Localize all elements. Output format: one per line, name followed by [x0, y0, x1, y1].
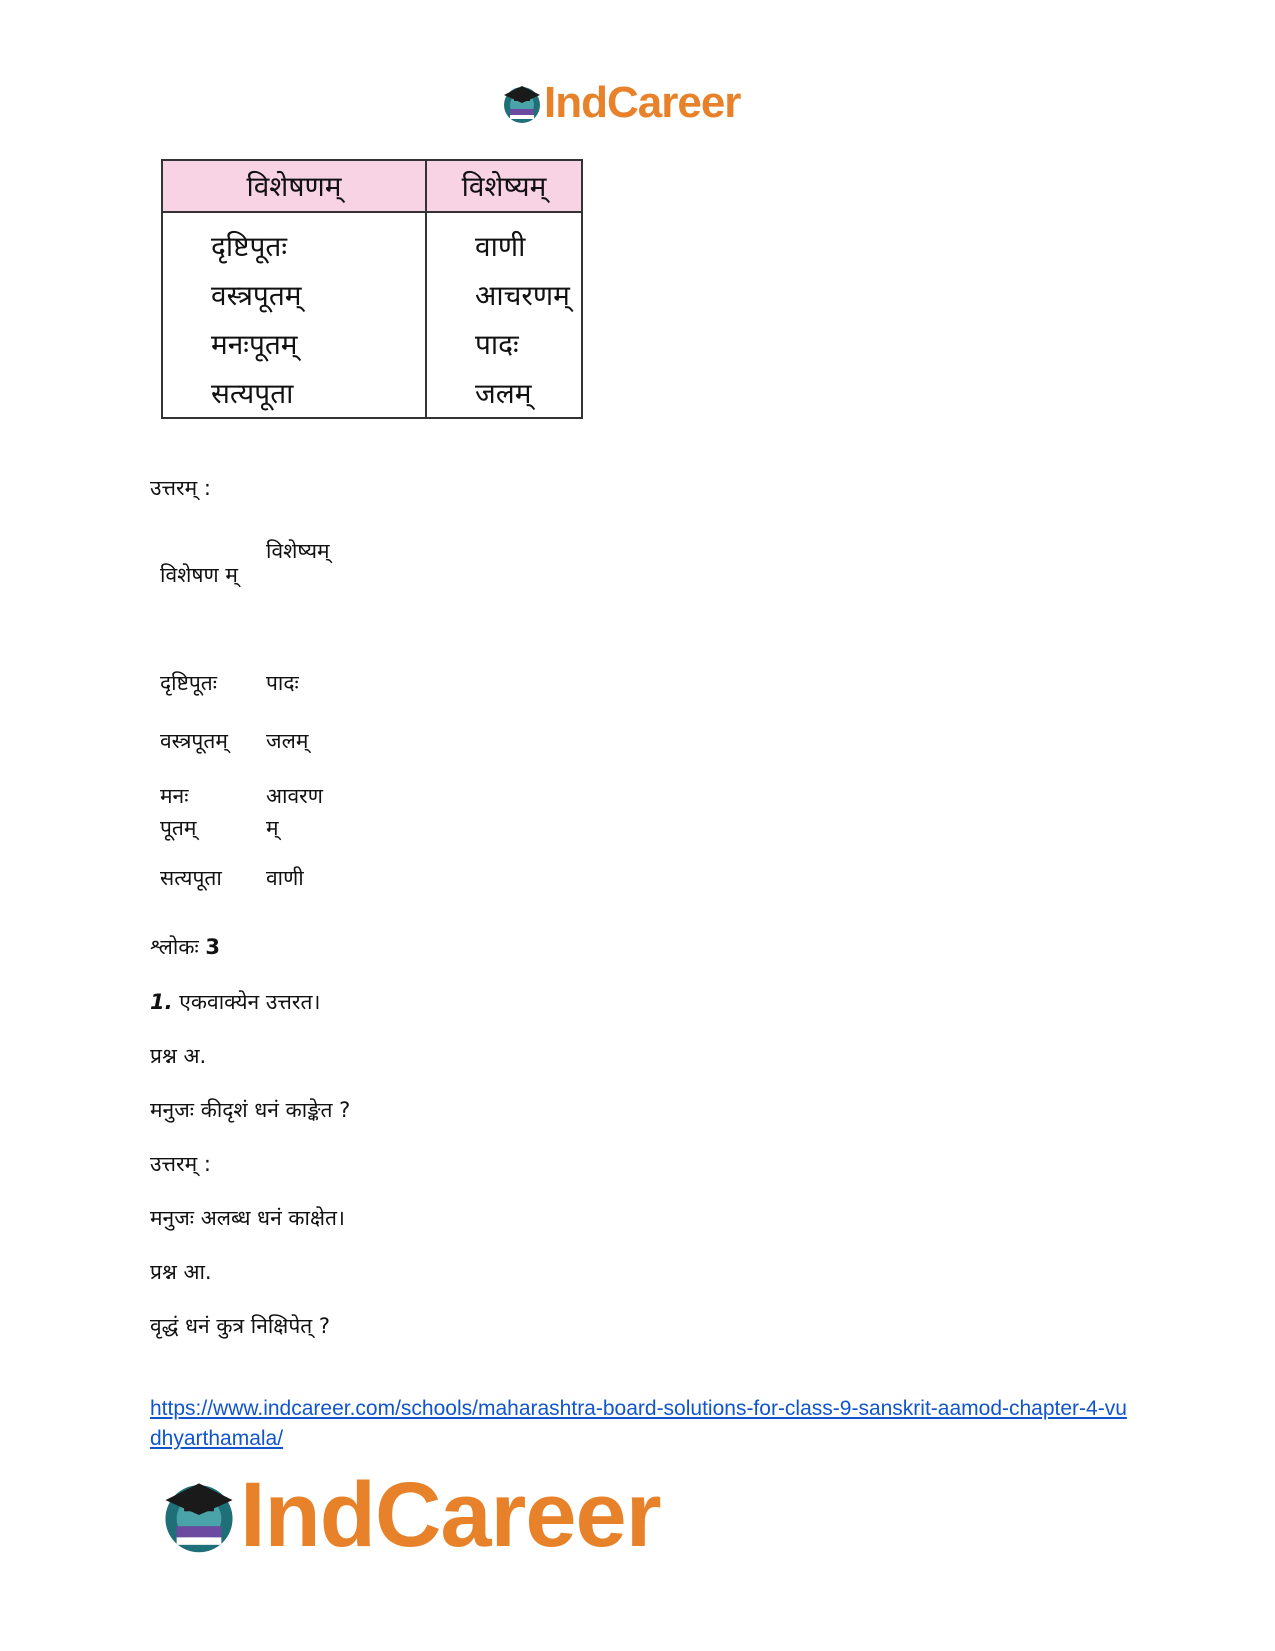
table-cell: आचरणम्: [426, 270, 582, 319]
question-label: प्रश्न अ.: [150, 1044, 207, 1068]
answer-cell: जलम्: [266, 729, 309, 753]
answer-label: उत्तरम् :: [150, 1152, 211, 1176]
answer-header: विशेषण म्: [160, 563, 238, 587]
logo-bottom: [158, 1465, 661, 1565]
shloka-number: 3: [205, 935, 221, 959]
table-cell: वाणी: [426, 212, 582, 270]
answer-cell: दृष्टिपूतः: [160, 671, 217, 695]
question-section-title: एकवाक्येन उत्तरत।: [179, 990, 321, 1014]
table-row: [162, 368, 582, 418]
table-header: विशेष्यम्: [426, 160, 582, 212]
table-row: [162, 212, 582, 270]
adjective-noun-table: [161, 159, 583, 419]
table-cell: पादः: [426, 319, 582, 368]
answer-header: विशेष्यम्: [266, 539, 330, 563]
answer-cell: पादः: [266, 671, 299, 695]
question-text: वृद्धं धनं कुत्र निक्षिपेत् ?: [150, 1314, 331, 1338]
answer-text: मनुजः अलब्ध धनं काक्षेत।: [150, 1206, 345, 1230]
answer-cell: वस्त्रपूतम्: [160, 729, 228, 753]
logo-wordmark: IndCareer: [240, 1463, 661, 1566]
table-cell: दृष्टिपूतः: [162, 212, 426, 270]
answer-cell: आवरण म्: [266, 784, 323, 840]
table-cell: जलम्: [426, 368, 582, 418]
table-cell: मनःपूतम्: [162, 319, 426, 368]
question-label: प्रश्न आ.: [150, 1260, 212, 1284]
answer-cell: मनः पूतम्: [160, 784, 197, 840]
graduation-globe-icon: [158, 1474, 240, 1556]
table-row: [162, 270, 582, 319]
answer-cell: वाणी: [266, 866, 304, 890]
question-section-heading: [150, 988, 320, 1016]
source-link[interactable]: https://www.indcareer.com/schools/maharashtra-board-solutions-for-class-9-sanskrit-aamod-chapter-4-vudhyarthamala/: [150, 1397, 1127, 1450]
question-text: मनुजः कीदृशं धनं काङ्केत ?: [150, 1098, 351, 1122]
answer-cell: सत्यपूता: [160, 866, 222, 890]
table-cell: वस्त्रपूतम्: [162, 270, 426, 319]
shloka-label: श्लोकः: [150, 935, 199, 959]
answer-label: उत्तरम् :: [150, 476, 211, 500]
question-section-number: 1.: [150, 990, 173, 1014]
logo-top: [500, 78, 740, 128]
shloka-heading: [150, 933, 220, 961]
graduation-globe-icon: [500, 81, 544, 125]
table-row: [162, 319, 582, 368]
table-header: विशेषणम्: [162, 160, 426, 212]
table-cell: सत्यपूता: [162, 368, 426, 418]
logo-wordmark: IndCareer: [544, 78, 741, 127]
